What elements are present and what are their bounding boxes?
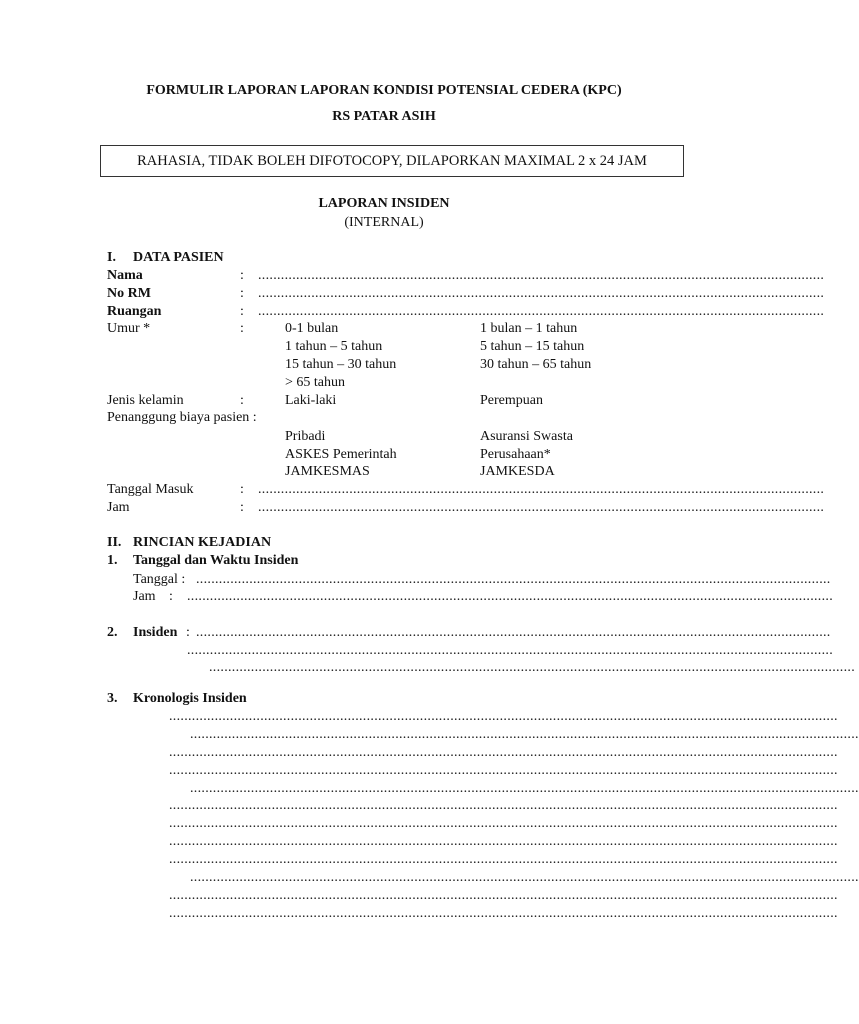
tanggal-insiden-label: Tanggal : — [133, 572, 186, 587]
item-1-number: 1. — [107, 553, 118, 568]
kronologis-field-line[interactable]: ................................................................................................................................................................................ — [190, 781, 859, 796]
section-1-title: DATA PASIEN — [133, 250, 224, 265]
no-rm-field[interactable]: ..................................................................................................................................................... — [258, 286, 825, 301]
no-rm-colon: : — [240, 286, 244, 301]
kronologis-field-line[interactable]: ................................................................................................................................................................................ — [190, 870, 859, 885]
tanggal-insiden-field[interactable]: ....................................................................................................................................................................... — [196, 572, 831, 587]
jam-masuk-colon: : — [240, 500, 244, 515]
umur-option[interactable]: 0-1 bulan — [285, 321, 339, 336]
kronologis-field-line[interactable]: ................................................................................................................................................................................ — [190, 727, 859, 742]
item-2-colon: : — [186, 625, 190, 640]
umur-option[interactable]: 1 bulan – 1 tahun — [480, 321, 578, 336]
nama-field[interactable]: ..................................................................................................................................................... — [258, 268, 825, 283]
kronologis-field-line[interactable]: ................................................................................................................................................................................ — [169, 709, 838, 724]
nama-label: Nama — [107, 268, 143, 283]
penanggung-biaya-label: Penanggung biaya pasien : — [107, 410, 257, 425]
insiden-field-line[interactable]: .......................................................................................................................................................................... — [209, 660, 855, 675]
penanggung-option[interactable]: JAMKESMAS — [285, 464, 370, 479]
umur-option[interactable]: 1 tahun – 5 tahun — [285, 339, 383, 354]
kronologis-field-line[interactable]: ................................................................................................................................................................................ — [169, 745, 838, 760]
penanggung-option[interactable]: Pribadi — [285, 429, 326, 444]
jam-masuk-field[interactable]: ..................................................................................................................................................... — [258, 500, 825, 515]
form-title: FORMULIR LAPORAN LAPORAN KONDISI POTENSIAL CEDERA (KPC) — [146, 83, 622, 98]
tanggal-masuk-colon: : — [240, 482, 244, 497]
jam-insiden-label: Jam — [133, 589, 156, 604]
insiden-field-line[interactable]: ....................................................................................................................................................................... — [196, 625, 831, 640]
jenis-kelamin-label: Jenis kelamin — [107, 393, 184, 408]
kronologis-field-line[interactable]: ................................................................................................................................................................................ — [169, 834, 838, 849]
penanggung-option[interactable]: JAMKESDA — [480, 464, 555, 479]
penanggung-option[interactable]: Asuransi Swasta — [480, 429, 573, 444]
section-2-number: II. — [107, 535, 122, 550]
item-3-title: Kronologis Insiden — [133, 691, 247, 706]
tanggal-masuk-field[interactable]: ..................................................................................................................................................... — [258, 482, 825, 497]
report-title: LAPORAN INSIDEN — [318, 196, 450, 211]
item-2-number: 2. — [107, 625, 118, 640]
umur-option[interactable]: 30 tahun – 65 tahun — [480, 357, 592, 372]
item-3-number: 3. — [107, 691, 118, 706]
kronologis-field-line[interactable]: ................................................................................................................................................................................ — [169, 798, 838, 813]
umur-colon: : — [240, 321, 244, 336]
item-1-title: Tanggal dan Waktu Insiden — [133, 553, 299, 568]
tanggal-masuk-label: Tanggal Masuk — [107, 482, 194, 497]
penanggung-option[interactable]: Perusahaan* — [480, 447, 551, 462]
kronologis-field-line[interactable]: ................................................................................................................................................................................ — [169, 852, 838, 867]
penanggung-option[interactable]: ASKES Pemerintah — [285, 447, 397, 462]
ruangan-colon: : — [240, 304, 244, 319]
confidential-notice: RAHASIA, TIDAK BOLEH DIFOTOCOPY, DILAPORKAN MAXIMAL 2 x 24 JAM — [100, 145, 684, 177]
kronologis-field-line[interactable]: ................................................................................................................................................................................ — [169, 816, 838, 831]
nama-colon: : — [240, 268, 244, 283]
jam-insiden-field[interactable]: .......................................................................................................................................................................... — [187, 589, 833, 604]
umur-label: Umur * — [107, 321, 151, 336]
umur-option[interactable]: 5 tahun – 15 tahun — [480, 339, 585, 354]
kronologis-field-line[interactable]: ................................................................................................................................................................................ — [169, 906, 838, 921]
umur-option[interactable]: > 65 tahun — [285, 375, 345, 390]
ruangan-label: Ruangan — [107, 304, 162, 319]
section-2-title: RINCIAN KEJADIAN — [133, 535, 272, 550]
jenis-kelamin-colon: : — [240, 393, 244, 408]
item-2-title: Insiden — [133, 625, 178, 640]
jam-insiden-colon: : — [169, 589, 173, 604]
insiden-field-line[interactable]: .......................................................................................................................................................................... — [187, 643, 833, 658]
jenis-kelamin-option[interactable]: Perempuan — [480, 393, 543, 408]
ruangan-field[interactable]: ..................................................................................................................................................... — [258, 304, 825, 319]
hospital-name: RS PATAR ASIH — [332, 109, 436, 124]
jam-masuk-label: Jam — [107, 500, 130, 515]
kronologis-field-line[interactable]: ................................................................................................................................................................................ — [169, 888, 838, 903]
kronologis-field-line[interactable]: ................................................................................................................................................................................ — [169, 763, 838, 778]
umur-option[interactable]: 15 tahun – 30 tahun — [285, 357, 397, 372]
jenis-kelamin-option[interactable]: Laki-laki — [285, 393, 337, 408]
section-1-number: I. — [107, 250, 116, 265]
report-subtitle: (INTERNAL) — [344, 215, 424, 230]
no-rm-label: No RM — [107, 286, 151, 301]
